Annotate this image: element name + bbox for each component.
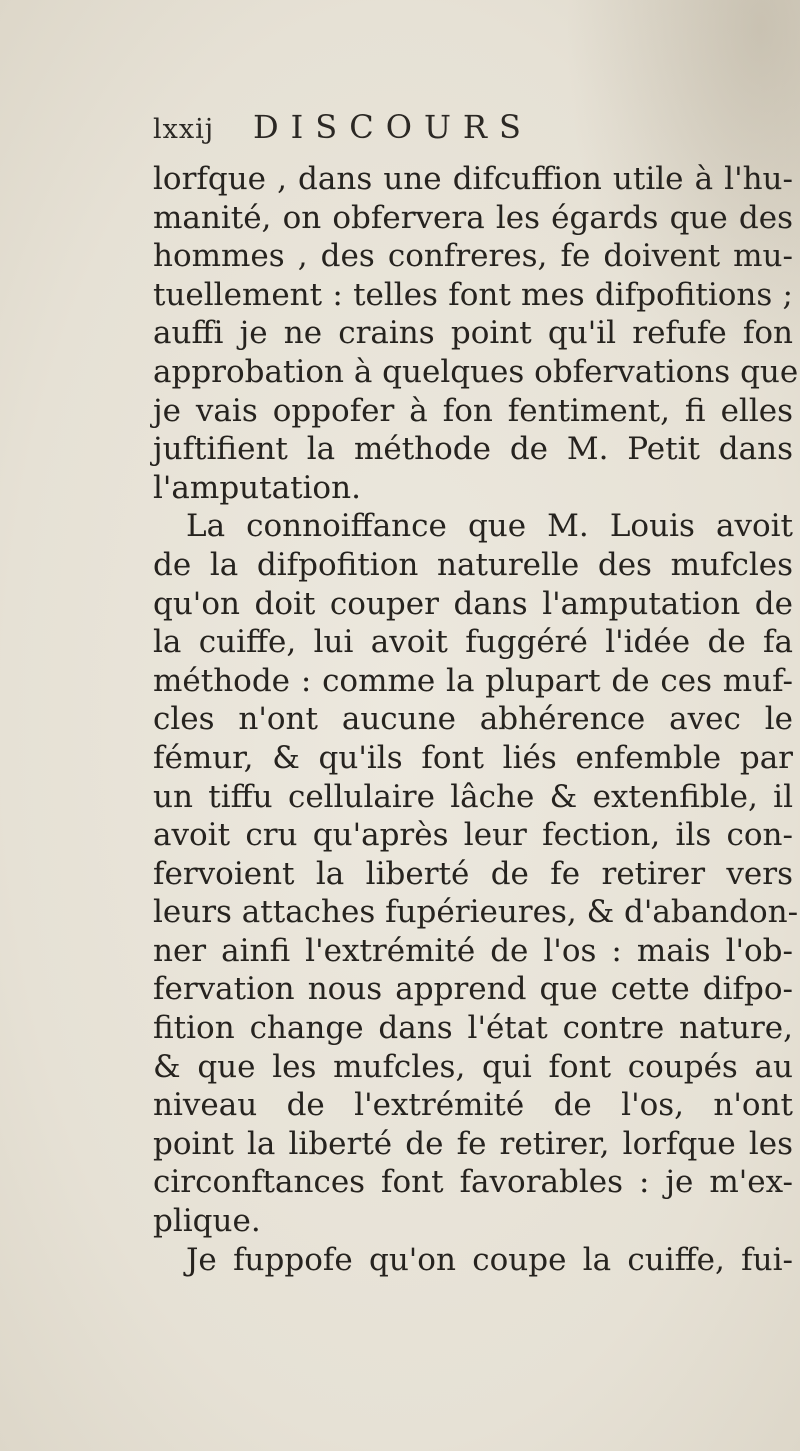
text-line: un tiffu cellulaire lâche & extenfible, il — [153, 778, 793, 815]
page-number: lxxij — [153, 114, 215, 145]
text-line: avoit cru qu'après leur fection, ils con- — [153, 817, 793, 854]
text-line: fémur, & qu'ils font liés enfemble par — [153, 739, 793, 776]
text-line: plique. — [153, 1203, 261, 1240]
text-line: je vais oppofer à fon fentiment, fi elles — [153, 392, 793, 429]
text-line: fervoient la liberté de fe retirer vers — [153, 855, 793, 892]
text-line: hommes , des confreres, fe doivent mu- — [153, 238, 793, 275]
page-header — [153, 108, 673, 158]
text-line: la cuiffe, lui avoit fuggéré l'idée de fa — [153, 624, 793, 661]
text-line: & que les mufcles, qui font coupés au — [153, 1048, 793, 1085]
text-line: approbation à quelques obfervations que — [153, 353, 799, 390]
paragraph-start-line: Je fuppofe qu'on coupe la cuiffe, fui- — [186, 1241, 793, 1278]
text-line: fervation nous apprend que cette difpo- — [153, 971, 793, 1008]
text-line: point la liberté de fe retirer, lorfque les — [153, 1125, 793, 1162]
text-line: tuellement : telles font mes difpofitions ; — [153, 276, 793, 313]
text-line: niveau de l'extrémité de l'os, n'ont — [153, 1087, 793, 1124]
text-line: leurs attaches fupérieures, & d'abandon- — [153, 894, 799, 931]
text-line: méthode : comme la plupart de ces muf- — [153, 662, 793, 699]
text-line: ner ainfi l'extrémité de l'os : mais l'ob- — [153, 932, 793, 969]
text-line: lorfque , dans une difcuffion utile à l'hu- — [153, 161, 793, 197]
running-title: DISCOURS — [253, 108, 533, 146]
text-line: juftifient la méthode de M. Petit dans — [153, 431, 793, 468]
text-line: l'amputation. — [153, 469, 361, 506]
text-line: qu'on doit couper dans l'amputation de — [153, 585, 793, 622]
text-line: fition change dans l'état contre nature, — [153, 1010, 793, 1047]
text-line: cles n'ont aucune abhérence avec le — [153, 701, 793, 738]
text-line: de la difpofition naturelle des mufcles — [153, 546, 793, 583]
body-text — [153, 160, 799, 1279]
text-line: circonftances font favorables : je m'ex- — [153, 1164, 793, 1201]
text-line: manité, on obfervera les égards que des — [153, 199, 793, 236]
paragraph-start-line: La connoiffance que M. Louis avoit — [186, 508, 793, 545]
text-line: auffi je ne crains point qu'il refufe fon — [153, 315, 793, 352]
